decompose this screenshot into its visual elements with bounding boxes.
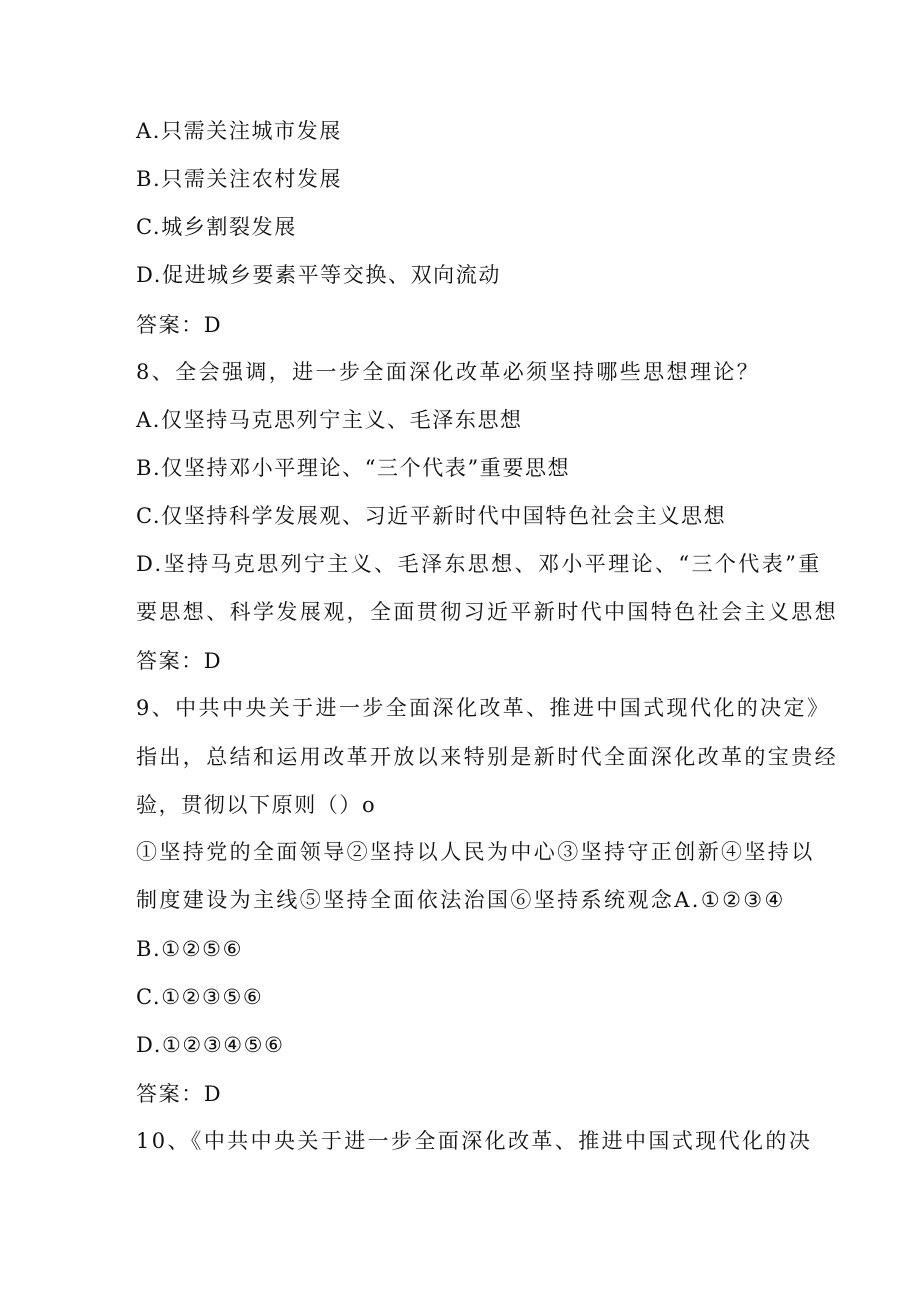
q7-option-d: D.促进城乡要素平等交换、双向流动	[136, 263, 501, 287]
q8-option-d-line2: 要思想、科学发展观，全面贯彻习近平新时代中国特色社会主义思想	[136, 600, 838, 624]
q9-question-line1: 9、中共中央关于进一步全面深化改革、推进中国式现代化的决定》	[136, 696, 831, 720]
q10-question-line1: 10、《中共中央关于进一步全面深化改革、推进中国式现代化的决	[136, 1129, 813, 1153]
q9-answer: 答案：D	[136, 1082, 223, 1106]
q8-option-a: A.仅坚持马克思列宁主义、毛泽东思想	[136, 408, 523, 432]
q9-question-line2: 指出，总结和运用改革开放以来特别是新时代全面深化改革的宝贵经	[136, 745, 838, 769]
q8-option-b: B.仅坚持邓小平理论、“三个代表”重要思想	[136, 456, 571, 480]
q8-option-d-line1: D.坚持马克思列宁主义、毛泽东思想、邓小平理论、“三个代表”重	[136, 552, 822, 576]
q8-question: 8、全会强调，进一步全面深化改革必须坚持哪些思想理论？	[136, 360, 761, 384]
q7-answer: 答案：D	[136, 313, 223, 337]
q8-option-c: C.仅坚持科学发展观、习近平新时代中国特色社会主义思想	[136, 504, 727, 528]
q9-option-c: C.①②③⑤⑥	[136, 985, 264, 1009]
q9-option-d: D.①②③④⑤⑥	[136, 1033, 285, 1057]
q7-option-a: A.只需关注城市发展	[136, 119, 342, 143]
q9-option-b: B.①②⑤⑥	[136, 937, 244, 961]
q9-principles-line2: 制度建设为主线⑤坚持全面依法治国⑥坚持系统观念A.①②③④	[136, 888, 786, 912]
q7-option-b: B.只需关注农村发展	[136, 167, 343, 191]
q9-principles-line1: ①坚持党的全面领导②坚持以人民为中心③坚持守正创新④坚持以	[136, 840, 815, 864]
q8-answer: 答案：D	[136, 649, 223, 673]
q7-option-c: C.城乡割裂发展	[136, 215, 297, 239]
q9-question-line3: 验，贯彻以下原则（）o	[136, 793, 377, 817]
